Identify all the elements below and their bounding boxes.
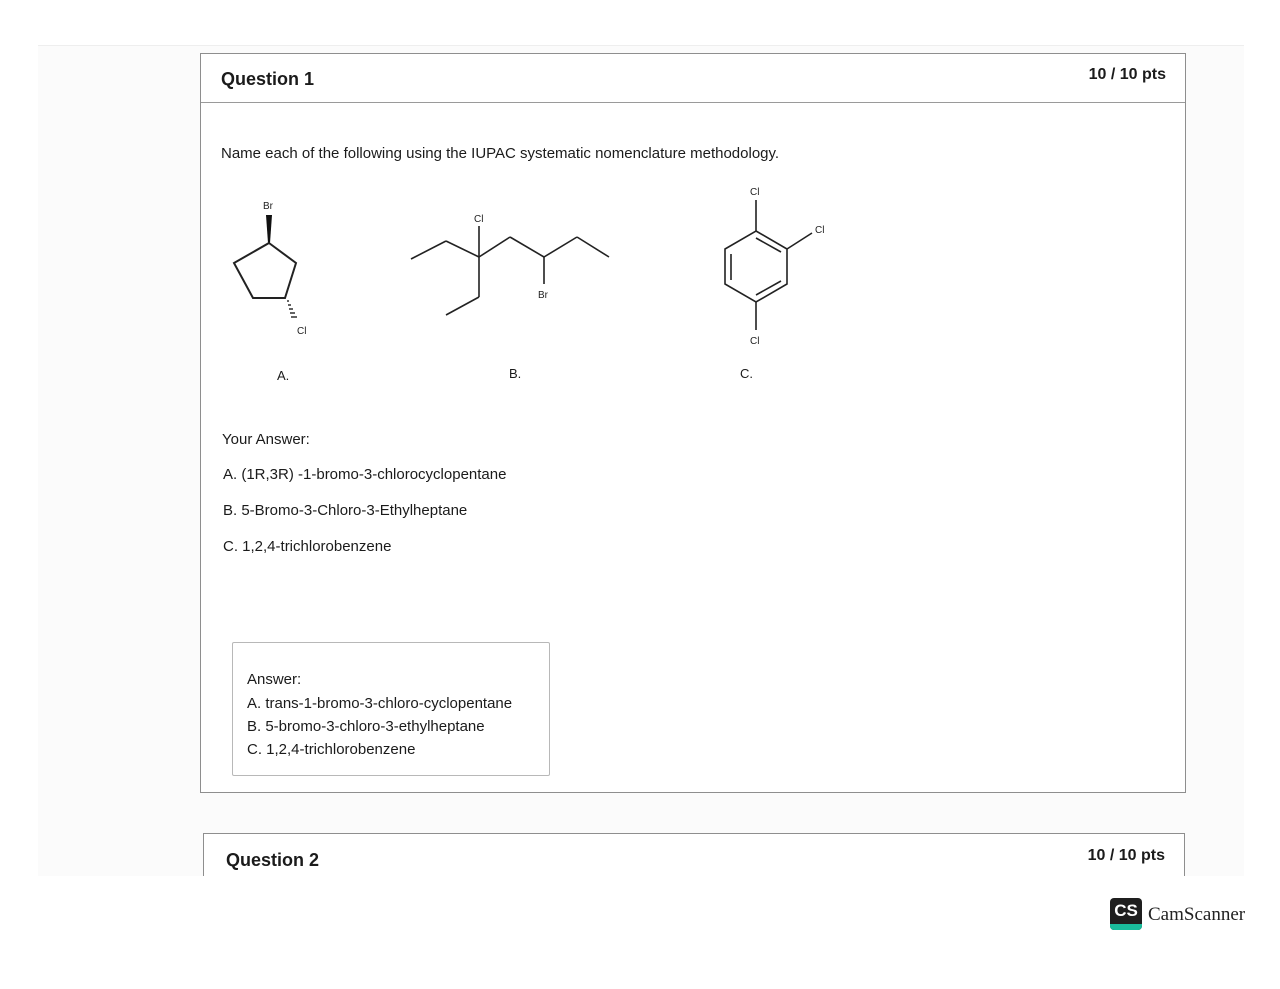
question-1-prompt: Name each of the following using the IUPAC systematic nomenclature methodology. bbox=[221, 145, 780, 162]
question-1-card bbox=[200, 53, 1186, 793]
page-bottom bbox=[0, 876, 1280, 989]
question-2-title: Question 2 bbox=[226, 850, 320, 870]
question-1-points: 10 / 10 pts bbox=[1088, 66, 1166, 83]
question-1-title: Question 1 bbox=[221, 69, 315, 89]
molecule-a-structure bbox=[226, 194, 316, 344]
correct-answer-box bbox=[232, 642, 550, 776]
your-answer-a: A. (1R,3R) -1-bromo-3-chlorocyclopentane bbox=[223, 466, 507, 483]
molecule-b-label: B. bbox=[509, 366, 522, 381]
molecule-c-structure bbox=[711, 184, 831, 349]
molecule-b-structure bbox=[406, 209, 621, 319]
correct-answer-c: C. 1,2,4-trichlorobenzene bbox=[247, 741, 416, 758]
correct-answer-b: B. 5-bromo-3-chloro-3-ethylheptane bbox=[247, 718, 485, 735]
your-answer-c: C. 1,2,4-trichlorobenzene bbox=[223, 538, 392, 555]
molecule-c-label: C. bbox=[740, 366, 753, 381]
molecule-c-atom-cl-right: Cl bbox=[815, 225, 825, 236]
correct-answer-label: Answer: bbox=[247, 671, 302, 688]
molecule-c-atom-cl-bottom: Cl bbox=[750, 336, 760, 347]
molecule-c-atom-cl-top: Cl bbox=[750, 187, 760, 198]
question-1-header bbox=[201, 54, 1185, 103]
your-answer-b: B. 5-Bromo-3-Chloro-3-Ethylheptane bbox=[223, 502, 468, 519]
camscanner-text: CamScanner bbox=[1148, 904, 1246, 925]
molecule-b-atom-cl: Cl bbox=[474, 214, 484, 225]
your-answer-label: Your Answer: bbox=[222, 431, 310, 448]
question-2-points: 10 / 10 pts bbox=[1087, 847, 1165, 864]
correct-answer-a: A. trans-1-bromo-3-chloro-cyclopentane bbox=[247, 695, 513, 712]
molecule-a-atom-br: Br bbox=[263, 201, 273, 212]
molecule-b-atom-br: Br bbox=[538, 290, 548, 301]
camscanner-badge-text: CS bbox=[1114, 901, 1138, 920]
molecule-a-label: A. bbox=[277, 368, 290, 383]
molecule-a-atom-cl: Cl bbox=[297, 326, 307, 337]
camscanner-icon bbox=[1110, 898, 1142, 930]
